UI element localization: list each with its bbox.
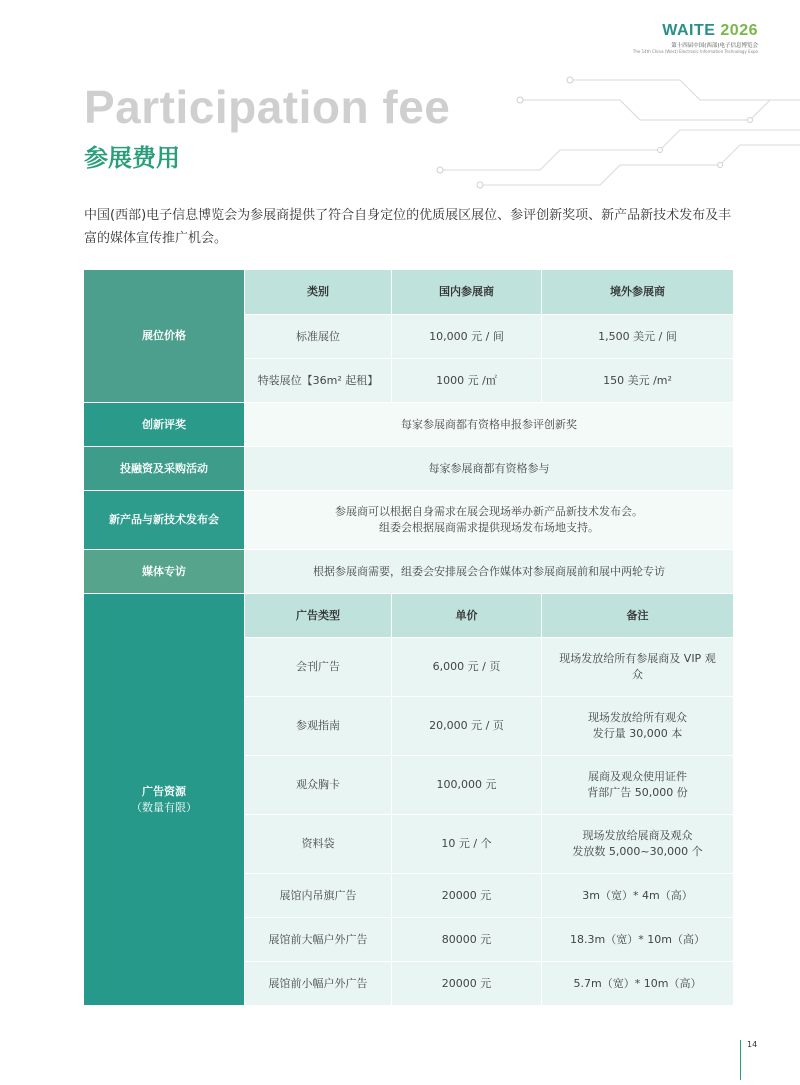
domestic-price: 10,000 元 / 间 [392,315,542,359]
ad-note: 18.3m（宽）* 10m（高） [542,918,734,962]
fee-table [83,269,734,1006]
media-interview-text: 根据参展商需要，组委会安排展会合作媒体对参展商展前和展中两轮专访 [245,550,734,594]
launch-event-label: 新产品与新技术发布会 [84,491,245,550]
column-header: 单价 [392,594,542,638]
ad-type: 展馆前小幅户外广告 [245,962,392,1006]
ad-note-line: 背部广告 50,000 份 [587,786,688,799]
ad-note-line: 发放数 5,000~30,000 个 [572,845,703,858]
ad-note [542,697,734,756]
ad-resources-title: 广告资源 [142,784,186,798]
ad-type: 展馆内吊旗广告 [245,874,392,918]
launch-row [84,491,734,550]
page-title-english: Participation fee [84,81,451,133]
logo-subtitle-en: The 14th China (West) Electronic Information Technology Expo [632,49,758,54]
ad-type: 展馆前大幅户外广告 [245,918,392,962]
circuit-decoration [420,60,800,190]
innovation-award-label: 创新评奖 [84,403,245,447]
launch-event-line: 组委会根据展商需求提供现场发布场地支持。 [379,521,599,534]
launch-event-text [245,491,734,550]
logo-year: 2026 [715,22,758,39]
ad-note: 5.7m（宽）* 10m（高） [542,962,734,1006]
booth-category: 标准展位 [245,315,392,359]
column-header: 类别 [245,270,392,315]
column-header: 境外参展商 [542,270,734,315]
ad-type: 观众胸卡 [245,756,392,815]
ad-note [542,756,734,815]
logo-subtitle: 第十四届中国(西部)电子信息博览会 [671,43,758,49]
ad-note [542,815,734,874]
ad-type: 会刊广告 [245,638,392,697]
ad-note [542,638,734,697]
innovation-award-text: 每家参展商都有资格申报参评创新奖 [245,403,734,447]
ad-price: 100,000 元 [392,756,542,815]
ad-note-line: 发行量 30,000 本 [592,727,683,740]
column-header: 备注 [542,594,734,638]
launch-event-line: 参展商可以根据自身需求在展会现场举办新产品新技术发布会。 [335,505,643,518]
ad-price: 10 元 / 个 [392,815,542,874]
page-number: 14 [740,1040,757,1080]
domestic-price: 1000 元 /㎡ [392,359,542,403]
ad-note-line: 现场发放给所有观众 [588,711,687,724]
ad-price: 20000 元 [392,962,542,1006]
ad-type: 资料袋 [245,815,392,874]
ad-type: 参观指南 [245,697,392,756]
ad-note-line: 现场发放给展商及观众 [582,829,693,842]
ad-price: 6,000 元 / 页 [392,638,542,697]
ad-note-line: 众 [632,668,643,681]
booth-header-row [84,270,734,315]
ad-note: 3m（宽）* 4m（高） [542,874,734,918]
intro-paragraph: 中国(西部)电子信息博览会为参展商提供了符合自身定位的优质展区展位、参评创新奖项、新产品新技术发布及丰富的媒体宣传推广机会。 [84,208,732,246]
innovation-row [84,403,734,447]
ad-note-line: 现场发放给所有参展商及 VIP 观 [559,652,716,665]
ad-price: 20,000 元 / 页 [392,697,542,756]
booth-price-label: 展位价格 [84,270,245,403]
overseas-price: 150 美元 /m² [542,359,734,403]
column-header: 广告类型 [245,594,392,638]
overseas-price: 1,500 美元 / 间 [542,315,734,359]
investment-text: 每家参展商都有资格参与 [245,447,734,491]
booth-category: 特装展位【36m² 起租】 [245,359,392,403]
logo-brand: WAITE [662,22,716,39]
ad-price: 20000 元 [392,874,542,918]
expo-logo [633,22,758,54]
investment-label: 投融资及采购活动 [84,447,245,491]
media-interview-label: 媒体专访 [84,550,245,594]
ads-header-row [84,594,734,638]
column-header: 国内参展商 [392,270,542,315]
investment-row [84,447,734,491]
ad-resources-note: （数量有限） [131,800,197,814]
page-title-chinese: 参展费用 [84,144,180,172]
media-row [84,550,734,594]
ad-price: 80000 元 [392,918,542,962]
ad-note-line: 展商及观众使用证件 [588,770,687,783]
ad-resources-label [84,594,245,1006]
